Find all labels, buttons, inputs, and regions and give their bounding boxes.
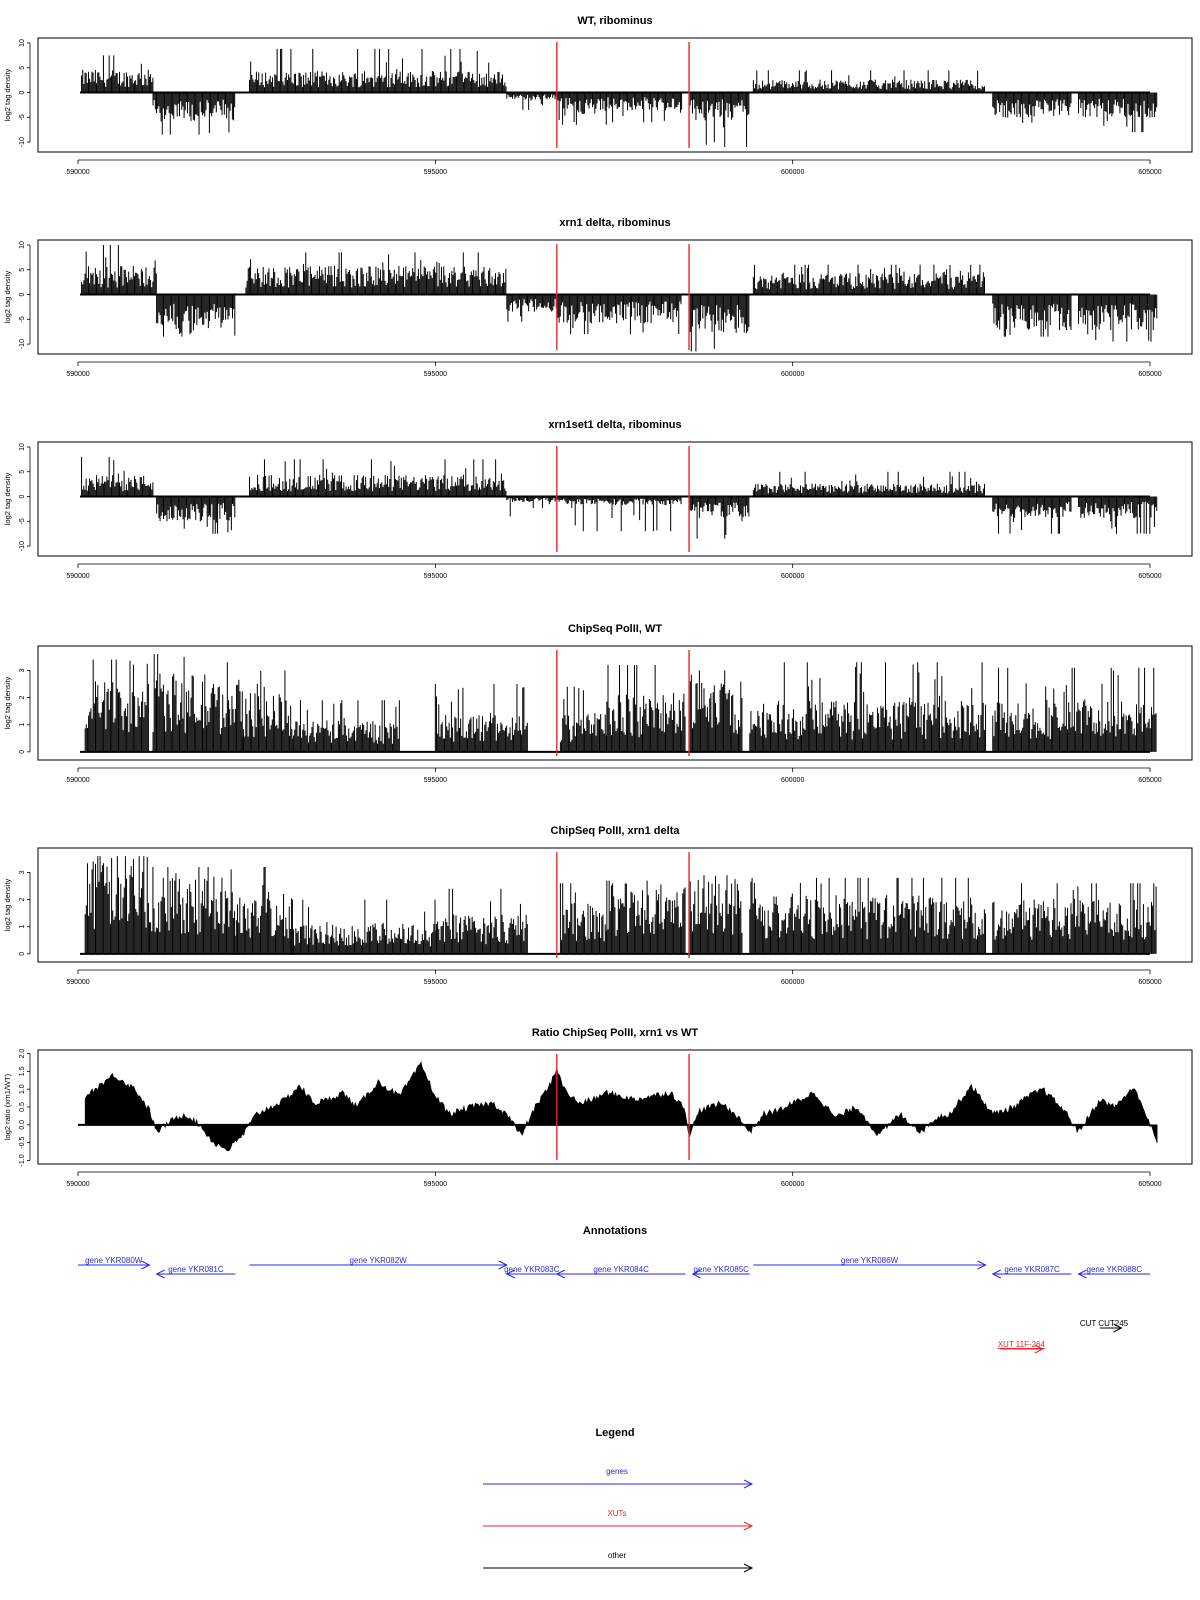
series-segment-7 — [753, 70, 984, 92]
series-segment-0 — [82, 55, 153, 92]
series-segment-2 — [250, 49, 506, 93]
legend-item-label: XUTs — [607, 1509, 627, 1518]
data-bars — [85, 856, 148, 954]
series-segment-6 — [607, 881, 685, 954]
data-bars — [250, 49, 506, 93]
y-tick-label: -5 — [19, 114, 26, 121]
legend-title: Legend — [595, 1427, 635, 1439]
x-tick-label: 605000 — [1138, 169, 1162, 176]
gene-feature — [1079, 1265, 1150, 1278]
y-tick-label: 10 — [19, 241, 26, 249]
y-axis-label: log2 tag density — [3, 878, 12, 932]
y-axis-label: log2 tag density — [3, 68, 12, 122]
data-bars — [560, 883, 606, 954]
data-bars — [750, 662, 986, 752]
x-tick-label: 600000 — [780, 371, 805, 378]
y-tick-label: 3 — [19, 870, 26, 875]
series-segment-9 — [1079, 93, 1157, 133]
series-segment-5 — [560, 883, 606, 954]
series-segment-7 — [689, 875, 742, 954]
x-tick-label: 605000 — [1138, 979, 1162, 986]
series-segment-8 — [689, 670, 742, 751]
data-bars — [993, 883, 1156, 954]
y-tick-label: -0.5 — [19, 1136, 26, 1149]
data-bars — [242, 670, 291, 751]
x-tick-label: 595000 — [423, 371, 448, 378]
data-bars — [507, 93, 556, 110]
gene-label: gene YKR084C — [593, 1265, 649, 1274]
data-bars — [689, 93, 749, 148]
y-tick-label: 2 — [19, 897, 26, 902]
y-tick-label: 0 — [19, 90, 26, 95]
data-bars — [689, 875, 742, 954]
y-tick-label: 1 — [19, 924, 26, 929]
series-segment-2 — [246, 252, 506, 294]
y-tick-label: -1.0 — [19, 1154, 26, 1167]
x-tick-label: 600000 — [780, 777, 805, 784]
series-segment-5 — [435, 684, 527, 752]
annotations-title: Annotations — [582, 1225, 648, 1237]
data-bars — [689, 497, 749, 539]
series-segment-8 — [1079, 497, 1157, 534]
y-tick-label: 10 — [19, 39, 26, 47]
data-bars — [689, 295, 749, 352]
data-bars — [507, 497, 556, 517]
series-segment-6 — [753, 472, 984, 497]
x-tick-label: 595000 — [423, 777, 448, 784]
gene-label: gene YKR081C — [168, 1265, 224, 1274]
gene-feature — [250, 1256, 507, 1269]
y-tick-label: 2 — [19, 695, 26, 700]
data-bars — [607, 93, 682, 123]
data-bars — [292, 700, 399, 752]
data-bars — [993, 497, 1071, 534]
data-bars — [1079, 497, 1157, 534]
data-bars — [753, 472, 984, 497]
panel-1 — [3, 217, 1192, 378]
y-tick-label: -10 — [19, 137, 26, 148]
panel-title: ChipSeq PolII, WT — [567, 623, 663, 635]
data-bars — [157, 497, 235, 534]
y-tick-label: 0 — [19, 951, 26, 956]
y-tick-label: 0 — [19, 494, 26, 499]
panel-title: xrn1 delta, ribominus — [559, 217, 671, 229]
legend-item — [483, 1551, 752, 1572]
y-tick-label: 0.5 — [19, 1102, 26, 1112]
gene-label: gene YKR080W — [85, 1256, 143, 1265]
x-tick-label: 590000 — [66, 169, 90, 176]
gene-feature — [753, 1256, 985, 1269]
y-tick-label: -5 — [19, 518, 26, 525]
gene-label: gene YKR088C — [1086, 1265, 1142, 1274]
legend-item — [483, 1467, 752, 1488]
legend-item — [483, 1509, 752, 1530]
y-tick-label: 0 — [19, 749, 26, 754]
y-tick-label: 3 — [19, 668, 26, 673]
gene-feature — [78, 1256, 149, 1269]
data-bars — [1079, 93, 1157, 133]
data-bars — [557, 295, 681, 335]
data-bars — [82, 55, 153, 92]
x-tick-label: 600000 — [780, 1181, 805, 1188]
y-tick-label: -5 — [19, 316, 26, 323]
series-segment-4 — [557, 295, 681, 335]
xut-feature — [998, 1340, 1046, 1353]
series-segment-4 — [557, 93, 606, 125]
panel-title: Ratio ChipSeq PolII, xrn1 vs WT — [531, 1027, 699, 1039]
cut-label: CUT CUT245 — [1079, 1319, 1129, 1328]
series-segment-3 — [507, 497, 556, 517]
series-segment-8 — [1079, 295, 1157, 342]
data-bars — [207, 662, 243, 752]
annotations-panel — [78, 1225, 1150, 1353]
data-bars — [993, 668, 1156, 752]
gene-feature — [557, 1265, 686, 1278]
x-tick-label: 600000 — [780, 979, 805, 986]
data-bars — [1079, 295, 1157, 342]
panel-title: xrn1set1 delta, ribominus — [548, 419, 682, 431]
series-segment-5 — [689, 497, 749, 539]
data-bars — [557, 93, 606, 125]
gene-label: gene YKR085C — [693, 1265, 749, 1274]
series-segment-5 — [607, 93, 682, 123]
gene-feature — [993, 1265, 1072, 1278]
gene-feature — [693, 1265, 750, 1278]
series-segment-3 — [242, 670, 291, 751]
series-segment-5 — [689, 295, 749, 352]
series-segment-9 — [993, 883, 1156, 954]
series-segment-7 — [993, 497, 1071, 534]
data-bars — [993, 295, 1071, 337]
series-segment-1 — [153, 654, 206, 752]
series-segment-8 — [993, 93, 1071, 123]
gene-feature — [157, 1265, 236, 1278]
data-bars — [607, 665, 685, 752]
x-tick-label: 605000 — [1138, 777, 1162, 784]
data-bars — [149, 867, 234, 954]
x-tick-label: 595000 — [423, 1181, 448, 1188]
series-segment-7 — [607, 665, 685, 752]
panel-5 — [3, 1027, 1192, 1188]
series-segment-3 — [507, 93, 556, 110]
data-bars — [246, 252, 506, 294]
series-segment-6 — [560, 687, 606, 752]
legend-panel — [483, 1427, 752, 1572]
y-tick-label: 1.0 — [19, 1084, 26, 1095]
panel-4 — [3, 825, 1192, 986]
gene-label: gene YKR087C — [1004, 1265, 1060, 1274]
ratio-area — [85, 1062, 1157, 1151]
series-segment-2 — [207, 662, 243, 752]
data-bars — [82, 457, 153, 497]
y-tick-label: -10 — [19, 541, 26, 552]
x-tick-label: 590000 — [66, 1181, 90, 1188]
y-tick-label: 0.0 — [19, 1119, 26, 1130]
gene-feature — [504, 1265, 560, 1278]
data-bars — [507, 295, 556, 322]
y-tick-label: 5 — [19, 65, 26, 70]
data-bars — [753, 265, 984, 295]
legend-item-label: other — [607, 1551, 627, 1560]
series-segment-1 — [157, 295, 235, 337]
gene-label: gene YKR086W — [840, 1256, 899, 1265]
panel-2 — [3, 419, 1192, 580]
series-segment-2 — [250, 459, 506, 496]
y-tick-label: -10 — [19, 339, 26, 350]
data-bars — [689, 670, 742, 751]
x-tick-label: 605000 — [1138, 573, 1162, 580]
y-axis-label: log2 tag density — [3, 472, 12, 526]
x-tick-label: 605000 — [1138, 1181, 1162, 1188]
data-bars — [82, 245, 157, 295]
data-bars — [750, 878, 986, 954]
data-bars — [607, 881, 685, 954]
data-bars — [153, 654, 206, 752]
series-segment-9 — [750, 662, 986, 752]
series-segment-4 — [557, 497, 681, 532]
series-segment-3 — [292, 900, 435, 954]
series-segment-1 — [149, 867, 234, 954]
y-axis-label: log2 ratio (xrn1/WT) — [3, 1073, 12, 1141]
data-bars — [557, 497, 681, 532]
series-segment-1 — [157, 497, 235, 534]
x-tick-label: 595000 — [423, 169, 448, 176]
panel-0 — [3, 15, 1192, 176]
x-tick-label: 590000 — [66, 777, 90, 784]
y-axis-label: log2 tag density — [3, 676, 12, 730]
series-segment-6 — [689, 93, 749, 148]
series-segment-7 — [993, 295, 1071, 337]
data-bars — [560, 687, 606, 752]
y-axis-label: log2 tag density — [3, 270, 12, 324]
gene-label: gene YKR083C — [504, 1265, 560, 1274]
series-segment-1 — [153, 93, 235, 135]
data-bars — [85, 660, 148, 752]
x-tick-label: 590000 — [66, 573, 90, 580]
y-tick-label: 2.0 — [19, 1048, 26, 1059]
x-tick-label: 590000 — [66, 371, 90, 378]
y-tick-label: 5 — [19, 267, 26, 272]
x-tick-label: 600000 — [780, 169, 805, 176]
x-tick-label: 605000 — [1138, 371, 1162, 378]
gene-label: gene YKR082W — [349, 1256, 407, 1265]
xut-label: XUT 11F-264 — [997, 1340, 1046, 1349]
legend-item-label: genes — [606, 1467, 628, 1476]
series-segment-0 — [85, 856, 148, 954]
data-bars — [993, 93, 1071, 123]
data-bars — [153, 93, 235, 135]
y-tick-label: 1 — [19, 722, 26, 727]
y-tick-label: 0 — [19, 292, 26, 297]
panel-3 — [3, 623, 1192, 784]
x-tick-label: 595000 — [423, 573, 448, 580]
series-segment-4 — [292, 700, 399, 752]
series-segment-6 — [753, 265, 984, 295]
x-tick-label: 590000 — [66, 979, 90, 986]
x-tick-label: 600000 — [780, 573, 805, 580]
data-bars — [250, 459, 506, 496]
data-bars — [157, 295, 235, 337]
series-segment-3 — [507, 295, 556, 322]
series-segment-10 — [993, 668, 1156, 752]
panel-title: WT, ribominus — [577, 15, 653, 27]
data-bars — [235, 867, 291, 954]
series-segment-0 — [82, 245, 157, 295]
data-bars — [753, 70, 984, 92]
cut-feature — [1080, 1319, 1129, 1332]
series-segment-4 — [435, 889, 527, 954]
y-tick-label: 1.5 — [19, 1066, 26, 1077]
x-tick-label: 595000 — [423, 979, 448, 986]
panel-title: ChipSeq PolII, xrn1 delta — [550, 825, 680, 837]
series-segment-2 — [235, 867, 291, 954]
y-tick-label: 10 — [19, 443, 26, 451]
y-tick-label: 5 — [19, 469, 26, 474]
data-bars — [435, 889, 527, 954]
data-bars — [435, 684, 527, 752]
series-segment-8 — [750, 878, 986, 954]
series-segment-0 — [82, 457, 153, 497]
data-bars — [292, 900, 435, 954]
series-segment-0 — [85, 660, 148, 752]
